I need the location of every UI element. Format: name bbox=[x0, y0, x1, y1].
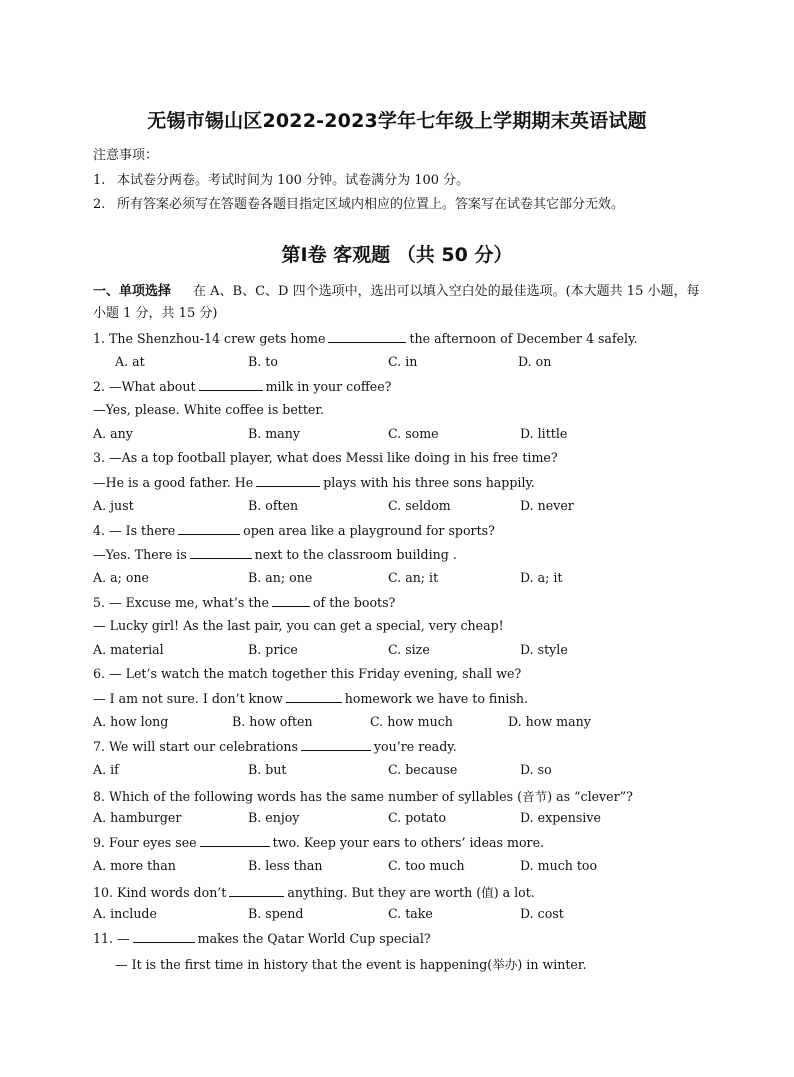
question-line bbox=[93, 378, 391, 394]
answer-option: A. include bbox=[93, 906, 157, 921]
question-line bbox=[115, 954, 587, 973]
question-line bbox=[93, 666, 521, 681]
question-text: the afternoon of December 4 safely. bbox=[409, 331, 638, 346]
answer-blank bbox=[286, 690, 342, 703]
answer-option: A. hamburger bbox=[93, 810, 182, 825]
part-label: 一、单项选择 bbox=[93, 284, 172, 299]
question-text: of the boots? bbox=[312, 595, 396, 610]
question-line bbox=[93, 594, 395, 610]
answer-option: C. in bbox=[388, 354, 418, 369]
question-text: 2. —What about bbox=[93, 379, 196, 394]
question-line bbox=[93, 330, 638, 346]
answer-option: A. material bbox=[93, 642, 164, 657]
question-text: next to the classroom building . bbox=[254, 547, 457, 562]
answer-option: D. on bbox=[518, 354, 552, 369]
answer-option: B. less than bbox=[248, 858, 323, 873]
answer-option: C. size bbox=[388, 642, 430, 657]
answer-option: C. how much bbox=[370, 714, 453, 729]
question-text: open area like a playground for sports? bbox=[243, 523, 495, 538]
answer-option: B. how often bbox=[232, 714, 313, 729]
question-text: 1. The Shenzhou-14 crew gets home bbox=[93, 331, 326, 346]
part-instruction bbox=[93, 281, 703, 325]
answer-option: B. but bbox=[248, 762, 287, 777]
answer-blank bbox=[256, 474, 320, 487]
answer-blank bbox=[178, 522, 240, 535]
answer-option: D. a; it bbox=[520, 570, 563, 585]
question-text: homework we have to finish. bbox=[344, 691, 529, 706]
answer-option: A. at bbox=[115, 354, 145, 369]
answer-option: D. much too bbox=[520, 858, 598, 873]
answer-option: A. more than bbox=[93, 858, 176, 873]
answer-blank bbox=[133, 930, 195, 943]
note-text: 本试卷分两卷。考试时间为 100 分钟。试卷满分为 100 分。 bbox=[117, 173, 470, 188]
question-text: —Yes, please. White coffee is better. bbox=[93, 402, 325, 417]
question-text: 10. Kind words don’t bbox=[93, 885, 227, 900]
question-text: 7. We will start our celebrations bbox=[93, 739, 298, 754]
question-line bbox=[93, 450, 558, 465]
question-line bbox=[93, 738, 457, 754]
question-text: two. Keep your ears to others’ ideas more. bbox=[272, 835, 545, 850]
answer-option: D. so bbox=[520, 762, 552, 777]
answer-option: A. how long bbox=[93, 714, 169, 729]
answer-option: C. seldom bbox=[388, 498, 451, 513]
answer-option: B. an; one bbox=[248, 570, 313, 585]
notes-heading: 注意事项： bbox=[93, 148, 159, 163]
question-line bbox=[93, 882, 535, 901]
question-text: — I am not sure. I don’t know bbox=[93, 691, 283, 706]
question-line bbox=[93, 690, 528, 706]
answer-option: B. spend bbox=[248, 906, 304, 921]
answer-option: B. many bbox=[248, 426, 300, 441]
question-text: 11. — bbox=[93, 931, 130, 946]
question-text: makes the Qatar World Cup special? bbox=[197, 931, 431, 946]
question-line bbox=[93, 618, 504, 633]
question-line bbox=[93, 786, 633, 805]
answer-option: A. a; one bbox=[93, 570, 150, 585]
question-line bbox=[93, 834, 544, 850]
question-text: — It is the first time in history that the event is happening(举办) in winter. bbox=[115, 957, 587, 972]
question-text: —He is a good father. He bbox=[93, 475, 254, 490]
question-text: 5. — Excuse me, what’s the bbox=[93, 595, 269, 610]
note-number: 1. bbox=[93, 173, 106, 188]
answer-option: B. price bbox=[248, 642, 298, 657]
answer-blank bbox=[272, 594, 310, 607]
answer-blank bbox=[199, 378, 263, 391]
part-instruction-text: 在 A、B、C、D 四个选项中，选出可以填入空白处的最佳选项。(本大题共 15 小题，每小题 1 分，共 15 分) bbox=[93, 284, 700, 321]
question-text: plays with his three sons happily. bbox=[323, 475, 535, 490]
question-text: 8. Which of the following words has the same number of syllables (音节) as “clever”? bbox=[93, 789, 633, 804]
question-text: —Yes. There is bbox=[93, 547, 187, 562]
answer-option: D. cost bbox=[520, 906, 564, 921]
question-line bbox=[93, 930, 431, 946]
question-line bbox=[93, 474, 535, 490]
question-line bbox=[93, 522, 495, 538]
question-line bbox=[93, 402, 324, 417]
question-text: — Lucky girl! As the last pair, you can get a special, very cheap! bbox=[93, 618, 504, 633]
question-text: anything. But they are worth (值) a lot. bbox=[287, 885, 535, 900]
note-item bbox=[93, 193, 624, 212]
answer-option: A. just bbox=[93, 498, 134, 513]
answer-option: A. if bbox=[93, 762, 119, 777]
answer-option: A. any bbox=[93, 426, 133, 441]
answer-option: D. expensive bbox=[520, 810, 601, 825]
section-title: 第Ⅰ卷 客观题 （共 50 分） bbox=[281, 244, 513, 266]
answer-blank bbox=[328, 330, 406, 343]
answer-option: C. an; it bbox=[388, 570, 439, 585]
question-line bbox=[93, 546, 457, 562]
answer-blank bbox=[229, 884, 284, 897]
question-text: 3. —As a top football player, what does Messi like doing in his free time? bbox=[93, 450, 558, 465]
answer-option: C. some bbox=[388, 426, 439, 441]
answer-option: D. style bbox=[520, 642, 568, 657]
answer-option: D. how many bbox=[508, 714, 591, 729]
answer-blank bbox=[301, 738, 371, 751]
note-text: 所有答案必须写在答题卷各题目指定区域内相应的位置上。答案写在试卷其它部分无效。 bbox=[117, 197, 625, 212]
answer-option: B. often bbox=[248, 498, 299, 513]
answer-option: B. enjoy bbox=[248, 810, 300, 825]
answer-option: C. potato bbox=[388, 810, 447, 825]
question-text: 4. — Is there bbox=[93, 523, 176, 538]
note-item bbox=[93, 169, 469, 188]
answer-option: C. too much bbox=[388, 858, 465, 873]
answer-option: D. little bbox=[520, 426, 568, 441]
answer-option: B. to bbox=[248, 354, 278, 369]
note-number: 2. bbox=[93, 197, 106, 212]
question-text: 6. — Let’s watch the match together this Friday evening, shall we? bbox=[93, 666, 522, 681]
answer-option: C. take bbox=[388, 906, 433, 921]
question-text: you’re ready. bbox=[373, 739, 457, 754]
answer-blank bbox=[200, 834, 270, 847]
answer-blank bbox=[190, 546, 252, 559]
answer-option: C. because bbox=[388, 762, 458, 777]
question-text: milk in your coffee? bbox=[265, 379, 392, 394]
page-title: 无锡市锡山区2022-2023学年七年级上学期期末英语试题 bbox=[147, 110, 647, 132]
answer-option: D. never bbox=[520, 498, 574, 513]
question-text: 9. Four eyes see bbox=[93, 835, 197, 850]
